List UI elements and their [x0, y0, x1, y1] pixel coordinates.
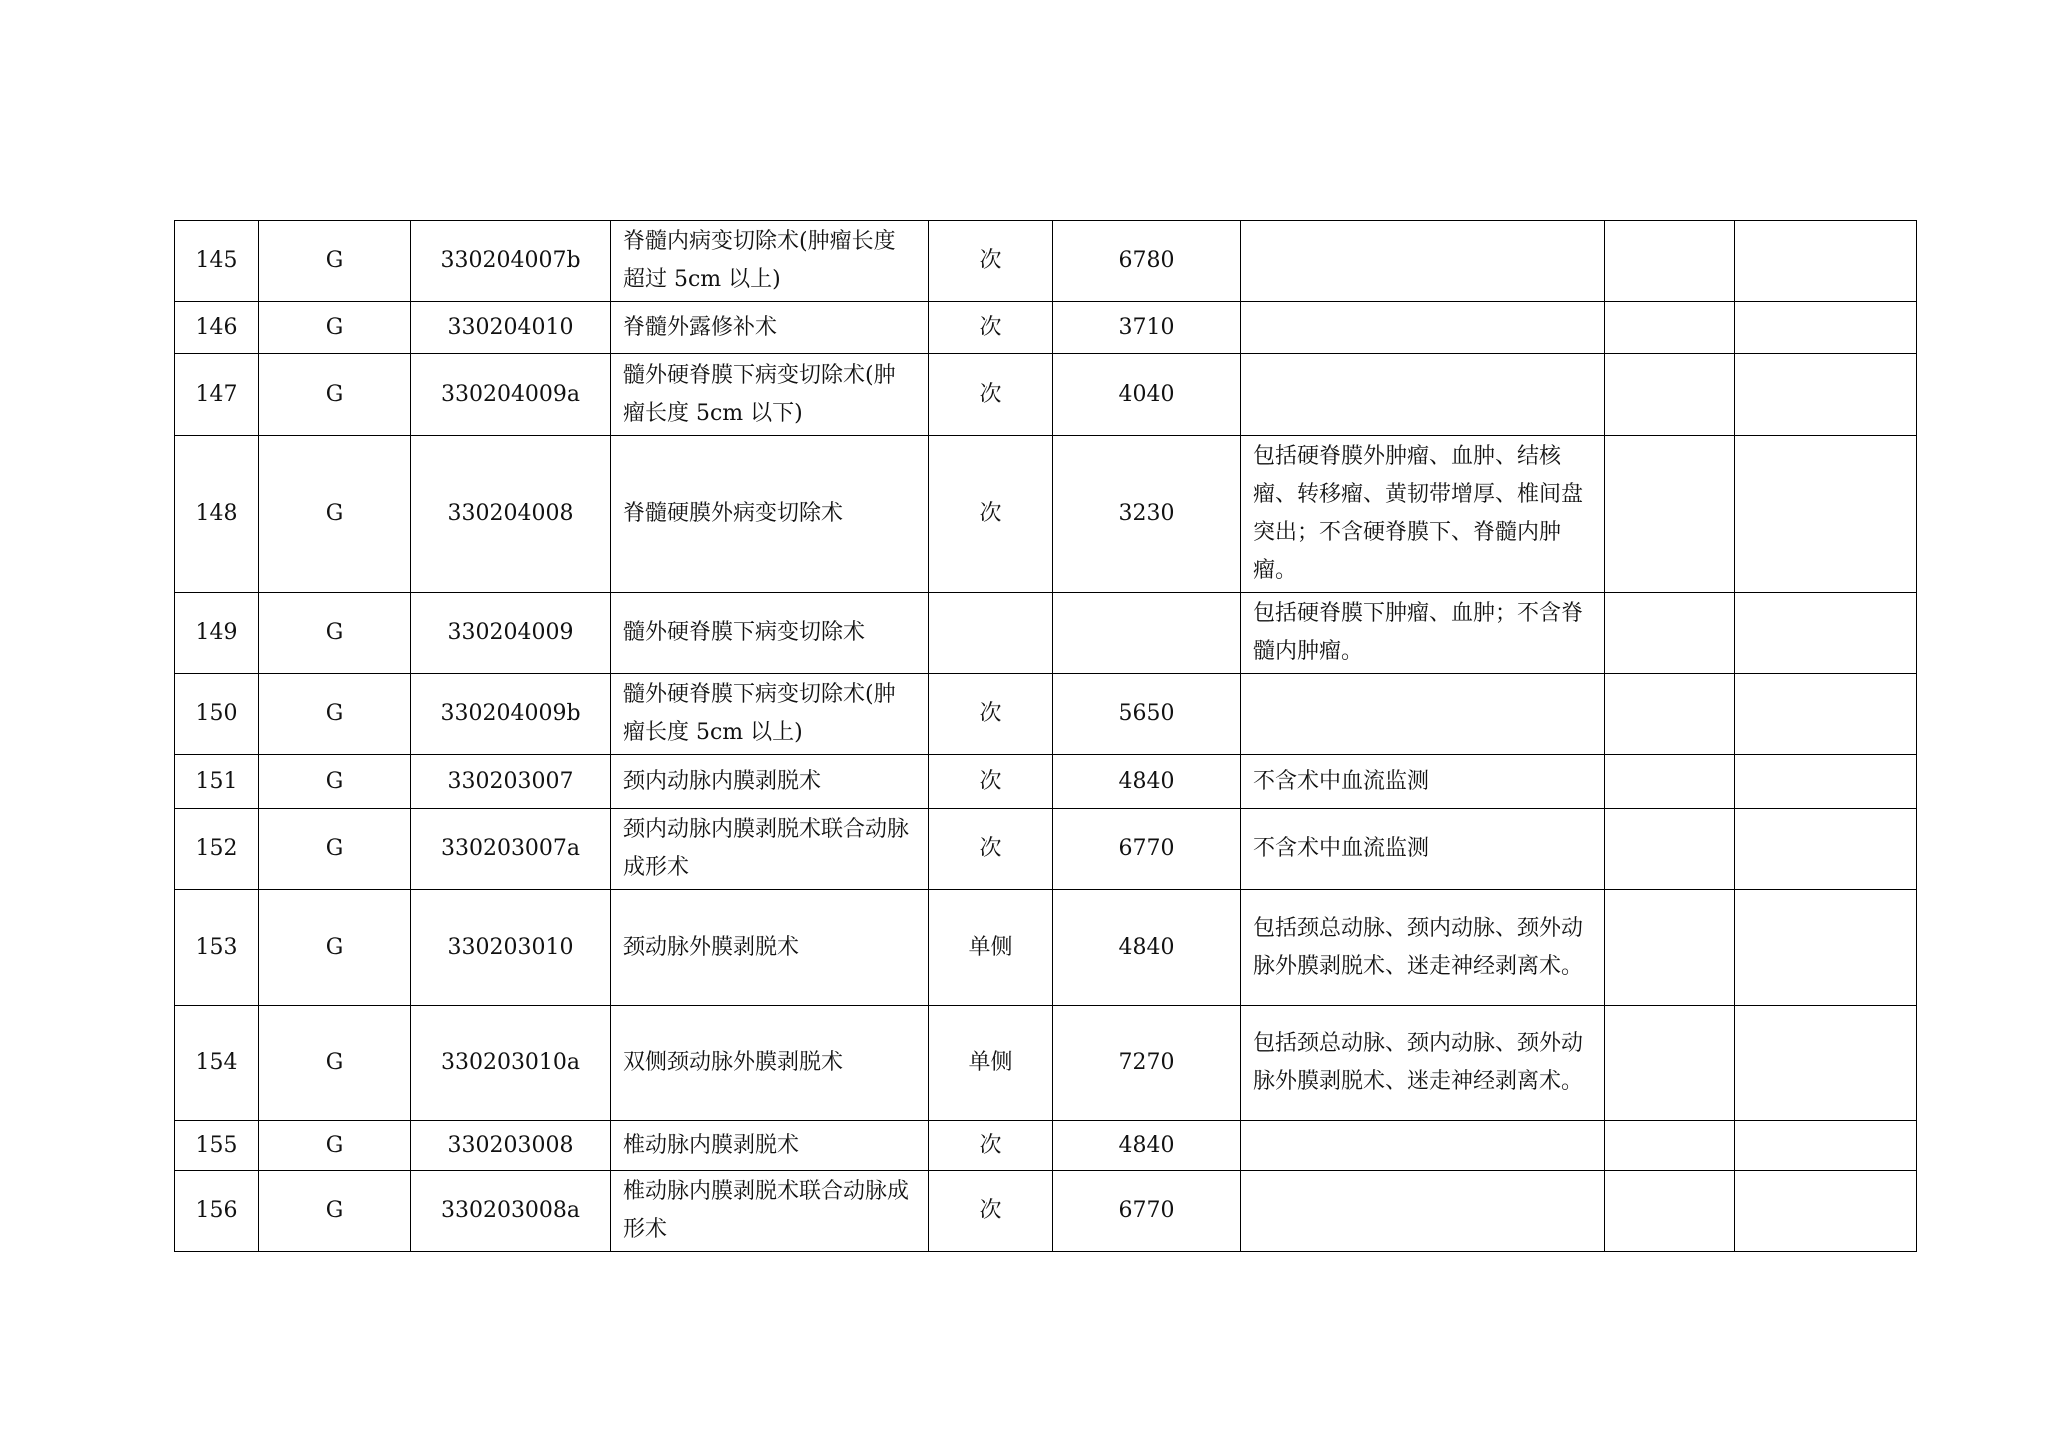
- empty-cell: [1605, 890, 1735, 1006]
- empty-cell: [1605, 1006, 1735, 1121]
- item-code-cell: 330203010: [411, 890, 611, 1006]
- item-name-cell: 髓外硬脊膜下病变切除术(肿瘤长度 5cm 以上): [611, 674, 929, 755]
- price-cell: [1053, 593, 1241, 674]
- unit-cell: 次: [929, 674, 1053, 755]
- table-row: [175, 436, 1917, 593]
- item-code-cell: 330204009: [411, 593, 611, 674]
- table-row: [175, 302, 1917, 354]
- item-name-cell: 椎动脉内膜剥脱术联合动脉成形术: [611, 1171, 929, 1252]
- table-row: [175, 1171, 1917, 1252]
- row-number: 152: [175, 809, 259, 890]
- price-cell: 3710: [1053, 302, 1241, 354]
- price-cell: 4040: [1053, 354, 1241, 436]
- unit-cell: 次: [929, 1121, 1053, 1171]
- empty-cell: [1735, 1006, 1917, 1121]
- table-row: [175, 674, 1917, 755]
- category-cell: G: [259, 755, 411, 809]
- unit-cell: 单侧: [929, 1006, 1053, 1121]
- item-name-cell: 脊髓外露修补术: [611, 302, 929, 354]
- item-name-cell: 颈内动脉内膜剥脱术联合动脉成形术: [611, 809, 929, 890]
- note-cell: 包括颈总动脉、颈内动脉、颈外动脉外膜剥脱术、迷走神经剥离术。: [1241, 1006, 1605, 1121]
- table-body: [175, 221, 1917, 1252]
- category-cell: G: [259, 593, 411, 674]
- row-number: 151: [175, 755, 259, 809]
- row-number: 150: [175, 674, 259, 755]
- table-row: [175, 755, 1917, 809]
- unit-cell: 次: [929, 436, 1053, 593]
- empty-cell: [1735, 1171, 1917, 1252]
- empty-cell: [1735, 809, 1917, 890]
- price-cell: 6770: [1053, 1171, 1241, 1252]
- price-cell: 7270: [1053, 1006, 1241, 1121]
- price-cell: 4840: [1053, 755, 1241, 809]
- item-code-cell: 330203007a: [411, 809, 611, 890]
- item-name-cell: 脊髓硬膜外病变切除术: [611, 436, 929, 593]
- empty-cell: [1735, 302, 1917, 354]
- category-cell: G: [259, 221, 411, 302]
- category-cell: G: [259, 890, 411, 1006]
- item-name-cell: 髓外硬脊膜下病变切除术(肿瘤长度 5cm 以下): [611, 354, 929, 436]
- item-code-cell: 330204009a: [411, 354, 611, 436]
- item-code-cell: 330203010a: [411, 1006, 611, 1121]
- unit-cell: 次: [929, 1171, 1053, 1252]
- row-number: 156: [175, 1171, 259, 1252]
- empty-cell: [1605, 302, 1735, 354]
- empty-cell: [1605, 593, 1735, 674]
- fee-table: [174, 220, 1917, 1252]
- note-cell: [1241, 302, 1605, 354]
- table-row: [175, 354, 1917, 436]
- item-name-cell: 双侧颈动脉外膜剥脱术: [611, 1006, 929, 1121]
- row-number: 154: [175, 1006, 259, 1121]
- note-cell: 包括硬脊膜下肿瘤、血肿；不含脊髓内肿瘤。: [1241, 593, 1605, 674]
- note-cell: [1241, 354, 1605, 436]
- category-cell: G: [259, 1171, 411, 1252]
- row-number: 149: [175, 593, 259, 674]
- category-cell: G: [259, 809, 411, 890]
- table-row: [175, 1006, 1917, 1121]
- note-cell: [1241, 221, 1605, 302]
- row-number: 153: [175, 890, 259, 1006]
- note-cell: 包括硬脊膜外肿瘤、血肿、结核瘤、转移瘤、黄韧带增厚、椎间盘突出；不含硬脊膜下、脊髓内肿瘤。: [1241, 436, 1605, 593]
- item-code-cell: 330203008: [411, 1121, 611, 1171]
- item-name-cell: 颈动脉外膜剥脱术: [611, 890, 929, 1006]
- row-number: 147: [175, 354, 259, 436]
- table-row: [175, 1121, 1917, 1171]
- empty-cell: [1605, 221, 1735, 302]
- item-name-cell: 椎动脉内膜剥脱术: [611, 1121, 929, 1171]
- empty-cell: [1605, 674, 1735, 755]
- category-cell: G: [259, 1121, 411, 1171]
- unit-cell: 次: [929, 755, 1053, 809]
- table-row: [175, 593, 1917, 674]
- table-row: [175, 890, 1917, 1006]
- unit-cell: 次: [929, 354, 1053, 436]
- unit-cell: 次: [929, 221, 1053, 302]
- unit-cell: 次: [929, 809, 1053, 890]
- price-cell: 6780: [1053, 221, 1241, 302]
- item-name-cell: 颈内动脉内膜剥脱术: [611, 755, 929, 809]
- price-cell: 6770: [1053, 809, 1241, 890]
- item-code-cell: 330204010: [411, 302, 611, 354]
- note-cell: [1241, 674, 1605, 755]
- category-cell: G: [259, 436, 411, 593]
- note-cell: 包括颈总动脉、颈内动脉、颈外动脉外膜剥脱术、迷走神经剥离术。: [1241, 890, 1605, 1006]
- note-cell: [1241, 1121, 1605, 1171]
- item-name-cell: 髓外硬脊膜下病变切除术: [611, 593, 929, 674]
- category-cell: G: [259, 302, 411, 354]
- unit-cell: 单侧: [929, 890, 1053, 1006]
- category-cell: G: [259, 1006, 411, 1121]
- empty-cell: [1735, 436, 1917, 593]
- empty-cell: [1735, 593, 1917, 674]
- table-row: [175, 221, 1917, 302]
- unit-cell: [929, 593, 1053, 674]
- item-code-cell: 330204009b: [411, 674, 611, 755]
- price-cell: 4840: [1053, 1121, 1241, 1171]
- item-code-cell: 330203007: [411, 755, 611, 809]
- empty-cell: [1735, 354, 1917, 436]
- empty-cell: [1735, 755, 1917, 809]
- row-number: 155: [175, 1121, 259, 1171]
- unit-cell: 次: [929, 302, 1053, 354]
- empty-cell: [1605, 354, 1735, 436]
- note-cell: 不含术中血流监测: [1241, 755, 1605, 809]
- item-code-cell: 330203008a: [411, 1171, 611, 1252]
- empty-cell: [1735, 674, 1917, 755]
- price-cell: 3230: [1053, 436, 1241, 593]
- row-number: 148: [175, 436, 259, 593]
- price-cell: 5650: [1053, 674, 1241, 755]
- empty-cell: [1605, 755, 1735, 809]
- empty-cell: [1605, 436, 1735, 593]
- table-row: [175, 809, 1917, 890]
- empty-cell: [1605, 1171, 1735, 1252]
- empty-cell: [1735, 890, 1917, 1006]
- empty-cell: [1735, 1121, 1917, 1171]
- empty-cell: [1605, 1121, 1735, 1171]
- price-cell: 4840: [1053, 890, 1241, 1006]
- item-name-cell: 脊髓内病变切除术(肿瘤长度超过 5cm 以上): [611, 221, 929, 302]
- row-number: 146: [175, 302, 259, 354]
- item-code-cell: 330204008: [411, 436, 611, 593]
- category-cell: G: [259, 674, 411, 755]
- row-number: 145: [175, 221, 259, 302]
- item-code-cell: 330204007b: [411, 221, 611, 302]
- note-cell: [1241, 1171, 1605, 1252]
- empty-cell: [1605, 809, 1735, 890]
- category-cell: G: [259, 354, 411, 436]
- note-cell: 不含术中血流监测: [1241, 809, 1605, 890]
- empty-cell: [1735, 221, 1917, 302]
